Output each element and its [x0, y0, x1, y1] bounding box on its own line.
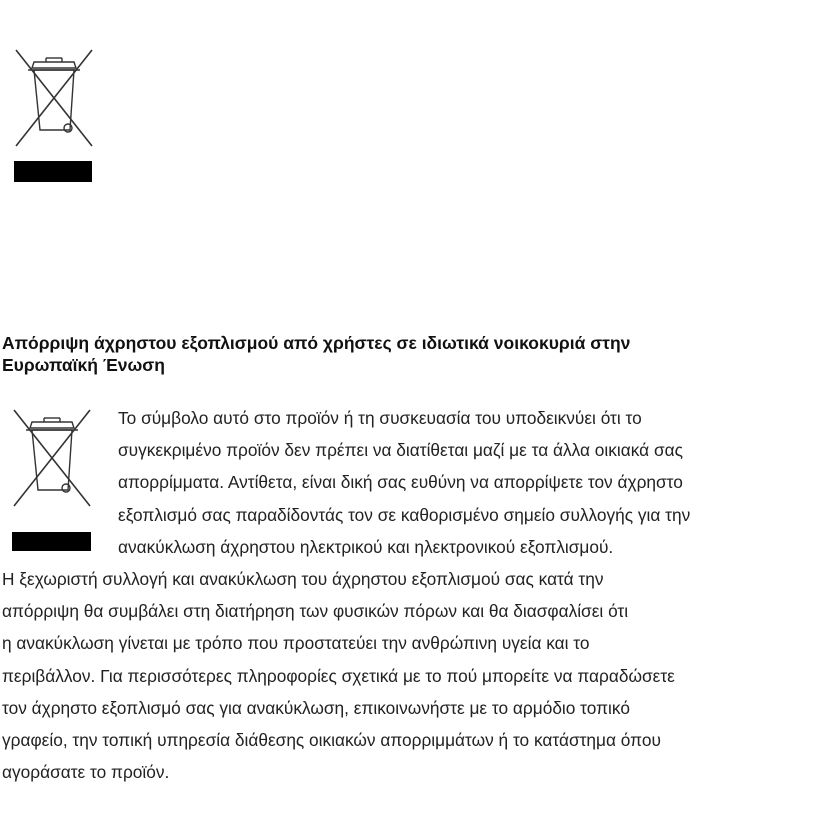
paragraph-line: ανακύκλωση άχρηστου ηλεκτρικού και ηλεκτρονικού εξοπλισμού.	[118, 536, 614, 557]
paragraph-line: περιβάλλον. Για περισσότερες πληροφορίες σχετικά με το πού μπορείτε να παραδώσετε	[2, 665, 675, 686]
paragraph-line: αγοράσατε το προϊόν.	[2, 762, 170, 783]
paragraph-line: Το σύμβολο αυτό στο προϊόν ή τη συσκευασία του υποδεικνύει ότι το	[118, 408, 642, 428]
paragraph-line: εξοπλισμό σας παραδίδοντάς τον σε καθορισμένο σημείο συλλογής για την	[118, 504, 691, 525]
crossed-out-wheelie-bin-icon	[12, 48, 96, 148]
paragraph-line: απορρίμματα. Αντίθετα, είναι δική σας ευθύνη να απορρίψετε τον άχρηστο	[118, 472, 683, 493]
paragraph-line: η ανακύκλωση γίνεται με τρόπο που προστατεύει την ανθρώπινη υγεία και το	[2, 633, 590, 654]
paragraph-line: γραφείο, την τοπική υπηρεσία διάθεσης οικιακών απορριμμάτων ή το κατάστημα όπου	[2, 730, 661, 751]
paragraph-line: συγκεκριμένο προϊόν δεν πρέπει να διατίθεται μαζί με τα άλλα οικιακά σας	[118, 440, 683, 461]
heading-line-1: Απόρριψη άχρηστου εξοπλισμού από χρήστες σε ιδιωτικά νοικοκυριά στην	[2, 333, 631, 353]
symbol-explanation-paragraph	[118, 402, 836, 563]
heading-line-2: Ευρωπαϊκή Ένωση	[2, 355, 165, 375]
black-bar	[14, 161, 92, 182]
black-bar	[12, 532, 91, 551]
paragraph-line: απόρριψη θα συμβάλει στη διατήρηση των φυσικών πόρων και θα διασφαλίσει ότι	[2, 601, 629, 622]
paragraph-line: τον άχρηστο εξοπλισμό σας για ανακύκλωση, επικοινωνήστε με το αρμόδιο τοπικό	[2, 697, 630, 718]
section-heading	[2, 332, 832, 376]
paragraph-line: Η ξεχωριστή συλλογή και ανακύκλωση του άχρηστου εξοπλισμού σας κατά την	[2, 569, 604, 589]
recycling-info-paragraph	[2, 563, 838, 788]
crossed-out-wheelie-bin-icon	[10, 408, 94, 508]
